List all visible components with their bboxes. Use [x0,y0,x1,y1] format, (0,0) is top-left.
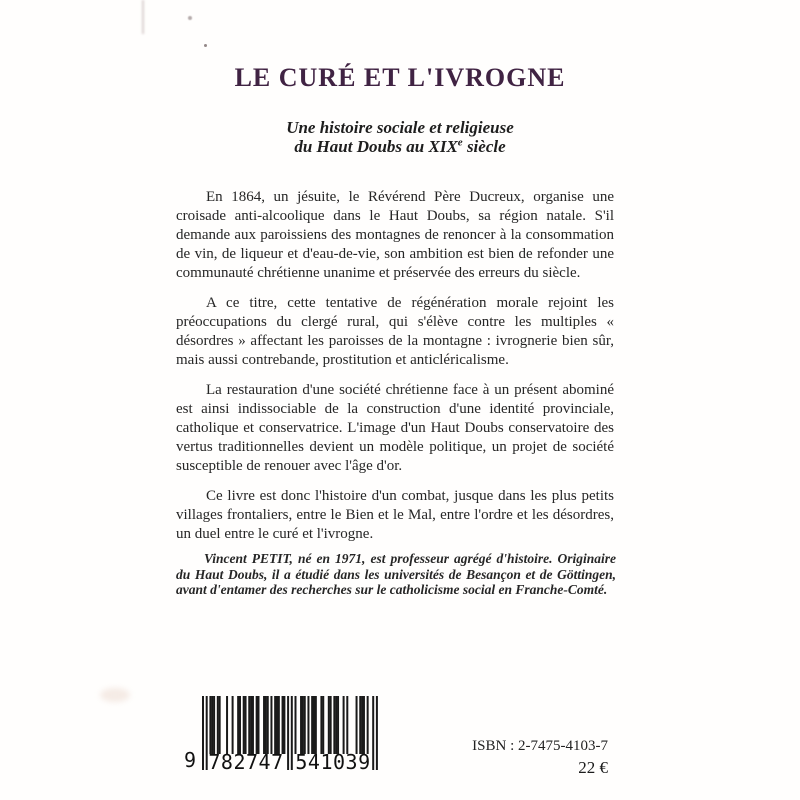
scan-artifact-crease [142,0,144,34]
barcode-digits-left: 782747 [208,750,284,774]
blurb-paragraph: La restauration d'une société chrétienne face à un présent abominé est ainsi indissociable de la construction d'une identité provinciale, catholique et conservatrice. L'image d'un Haut Doubs conservatoire des vertus traditionnelles devient un modèle politique, un projet de société susceptible de renouer avec l'âge d'or. [176,382,614,474]
scan-artifact-speck [188,16,192,20]
blurb-paragraph: En 1864, un jésuite, le Révérend Père Ducreux, organise une croisade anti-alcoolique dans le Haut Doubs, sa région natale. S'il demande aux paroissiens des montagnes de renoncer à la consommation de vin, de liqueur et d'eau-de-vie, son ambition est bien de refonder une communauté chrétienne unanime et préservée des erreurs du siècle. [176,189,614,281]
price-label: 22 € [578,758,608,777]
barcode-lead-digit: 9 [184,748,197,772]
book-title: LE CURÉ ET L'IVROGNE [234,63,566,92]
blurb-paragraph: A ce titre, cette tentative de régénération morale rejoint les préoccupations du clergé rural, qui s'élève contre les multiples « désordres » affectant les paroisses de la montagne : ivrognerie bien sûr, mais aussi contrebande, prostitution et anticléricalisme. [176,295,614,368]
scan-artifact-smudge [100,688,130,702]
superscript-e: e [457,136,463,149]
barcode-digits-right: 541039 [295,750,371,774]
book-subtitle [0,118,800,156]
subtitle-line2: du Haut Doubs au XIXe siècle [294,136,506,156]
subtitle-line1: Une histoire sociale et religieuse [286,118,514,137]
ean13-barcode [184,696,384,780]
isbn-label: ISBN : 2-7475-4103-7 [472,738,608,754]
scan-artifact-speck [204,44,207,47]
blurb-paragraph: Ce livre est donc l'histoire d'un combat, jusque dans les plus petits villages frontaliers, entre le Bien et le Mal, entre l'ordre et les désordres, un duel entre le curé et l'ivrogne. [176,488,614,542]
blurb-text [176,188,614,555]
author-bio: Vincent PETIT, né en 1971, est professeur agrégé d'histoire. Originaire du Haut Doubs, il a étudié dans les universités de Besançon et de Göttingen, avant d'entamer des recherches sur le catholicisme social en Franche-Comté. [176,551,616,597]
isbn-price-block [396,738,608,778]
